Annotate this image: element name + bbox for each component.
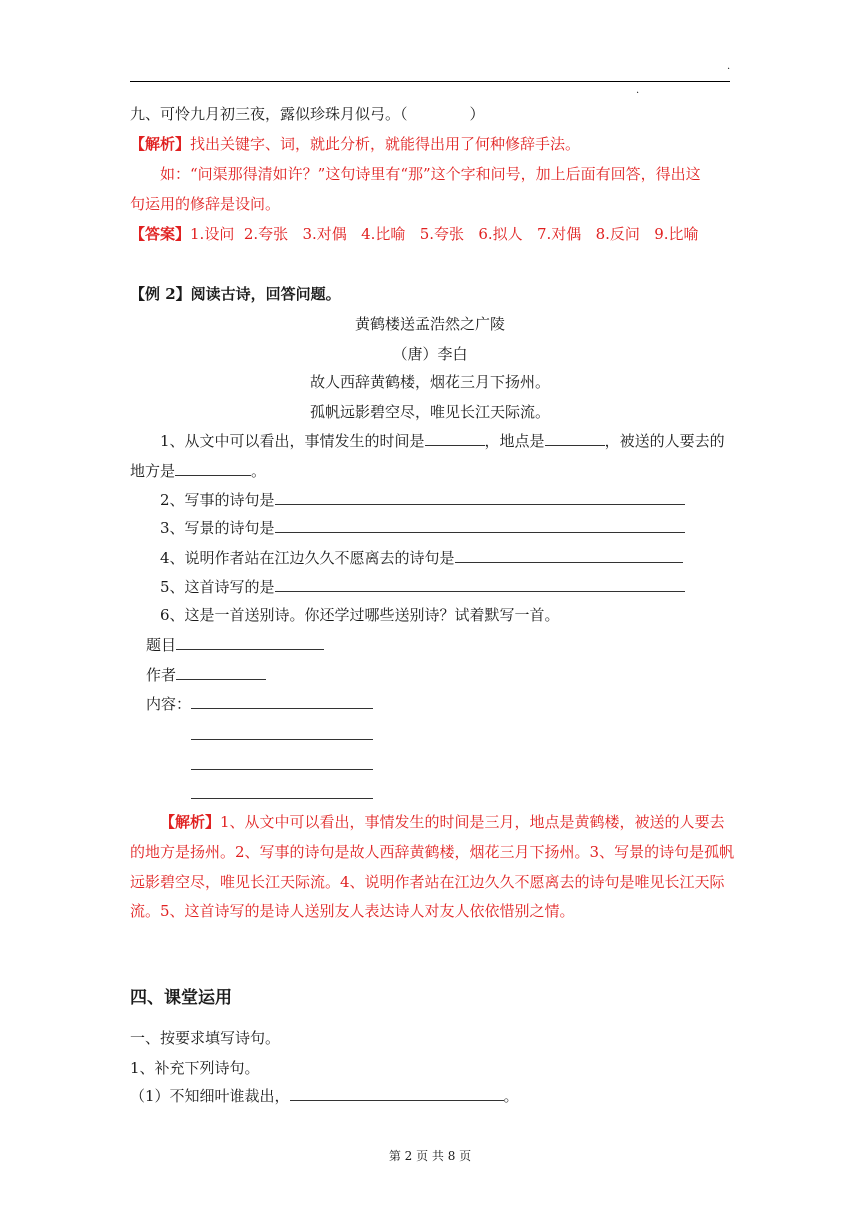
question-2 — [160, 490, 685, 510]
poem-line-2: 孤帆远影碧空尽，唯见长江天际流。 — [309, 403, 550, 421]
section-sub-1: 一、按要求填写诗句。 — [130, 1029, 281, 1047]
answer-blank-q5[interactable] — [275, 577, 685, 592]
answer-blank-place[interactable] — [545, 431, 605, 446]
analysis-2-line-3: 远影碧空尽，唯见长江天际流。4、说明作者站在江边久久不愿离去的诗句是唯见长江天际 — [130, 873, 725, 891]
answer-blank-title[interactable] — [176, 635, 324, 650]
example-2-title: 【例 2】阅读古诗，回答问题。 — [130, 285, 341, 303]
answer-blank-time[interactable] — [425, 431, 485, 446]
poem-content-field — [146, 694, 373, 714]
answer-blank-item-1[interactable] — [290, 1086, 504, 1101]
analysis-2-line-4: 流。5、这首诗写的是诗人送别友人表达诗人对友人依依惜别之情。 — [130, 902, 575, 920]
answer-blank-q4[interactable] — [455, 548, 683, 563]
analysis-text: 1、从文中可以看出，事情发生的时间是三月，地点是黄鹤楼，被送的人要去 — [220, 813, 725, 831]
answer-blank-author[interactable] — [176, 665, 266, 680]
field-label: 题目 — [146, 636, 177, 654]
question-1-text: ，地点是 — [484, 432, 545, 450]
answer-1 — [130, 224, 699, 244]
question-3 — [160, 518, 685, 538]
question-9 — [130, 104, 485, 124]
question-2-text: 2、写事的诗句是 — [160, 491, 275, 509]
header-rule — [130, 81, 730, 82]
answer-blank-q2[interactable] — [275, 490, 685, 505]
answer-item: 8.反问 — [595, 225, 640, 243]
question-4 — [160, 548, 683, 568]
section-item-text: 。 — [503, 1087, 519, 1105]
answer-item: 6.拟人 — [478, 225, 523, 243]
question-9-text: 九、可怜九月初三夜，露似珍珠月似弓。（ — [130, 105, 408, 123]
poem-line-1: 故人西辞黄鹤楼，烟花三月下扬州。 — [309, 373, 550, 391]
answer-blank-content-4[interactable] — [191, 784, 373, 799]
question-5-text: 5、这首诗写的是 — [160, 578, 275, 596]
poem-author: （唐）李白 — [392, 345, 468, 363]
poem-title: 黄鹤楼送孟浩然之广陵 — [354, 315, 505, 333]
question-1-text: 1、从文中可以看出，事情发生的时间是 — [160, 432, 425, 450]
answer-item: 2.夸张 — [243, 225, 289, 243]
question-1 — [160, 431, 725, 451]
answer-item: 1.设问 — [190, 225, 235, 243]
question-6: 6、这是一首送别诗。你还学过哪些送别诗？试着默写一首。 — [160, 606, 560, 624]
answer-item: 9.比喻 — [654, 225, 699, 243]
section-item-1 — [130, 1086, 519, 1106]
header-dot: . — [727, 61, 731, 72]
poem-title-field — [146, 635, 324, 655]
header-dot-small: . — [636, 85, 640, 96]
answer-blank-destination[interactable] — [175, 461, 251, 476]
answer-item: 5.夸张 — [419, 225, 465, 243]
analysis-text: 找出关键字、词，就此分析，就能得出用了何种修辞手法。 — [190, 135, 581, 153]
analysis-example-line1: 如：“问渠那得清如许？”这句诗里有“那”这个字和问号，加上后面有回答，得出这 — [160, 165, 701, 183]
analysis-1 — [130, 134, 580, 154]
analysis-tag: 【解析】 — [160, 813, 221, 831]
field-label: 作者 — [146, 666, 177, 684]
answer-item: 4.比喻 — [361, 225, 406, 243]
answer-item: 7.对偶 — [537, 225, 582, 243]
question-1-cont — [130, 461, 266, 481]
question-1-text: 。 — [251, 462, 267, 480]
question-5 — [160, 577, 685, 597]
question-3-text: 3、写景的诗句是 — [160, 519, 275, 537]
page-number: 第 2 页 共 8 页 — [388, 1149, 472, 1163]
answer-blank-content-3[interactable] — [191, 755, 373, 770]
analysis-2-line-2: 的地方是扬州。2、写事的诗句是故人西辞黄鹤楼，烟花三月下扬州。3、写景的诗句是孤帆 — [130, 843, 735, 861]
answer-tag: 【答案】 — [130, 225, 191, 243]
answer-blank-content-2[interactable] — [191, 725, 373, 740]
analysis-2-line-1 — [160, 812, 725, 832]
field-label: 内容： — [146, 695, 192, 713]
poem-author-field — [146, 665, 266, 685]
question-4-text: 4、说明作者站在江边久久不愿离去的诗句是 — [160, 549, 455, 567]
section-heading: 四、课堂运用 — [130, 988, 232, 1008]
answer-blank-q3[interactable] — [275, 518, 685, 533]
analysis-example-line2: 句运用的修辞是设问。 — [130, 195, 281, 213]
section-item-text: （1）不知细叶谁裁出， — [130, 1087, 290, 1105]
question-9-close: ） — [469, 105, 485, 123]
section-sub-2: 1、补充下列诗句。 — [130, 1059, 260, 1077]
question-1-text: ，被送的人要去的 — [604, 432, 725, 450]
analysis-tag: 【解析】 — [130, 135, 191, 153]
answer-item: 3.对偶 — [302, 225, 347, 243]
answer-blank-content-1[interactable] — [191, 694, 373, 709]
question-1-text: 地方是 — [130, 462, 176, 480]
